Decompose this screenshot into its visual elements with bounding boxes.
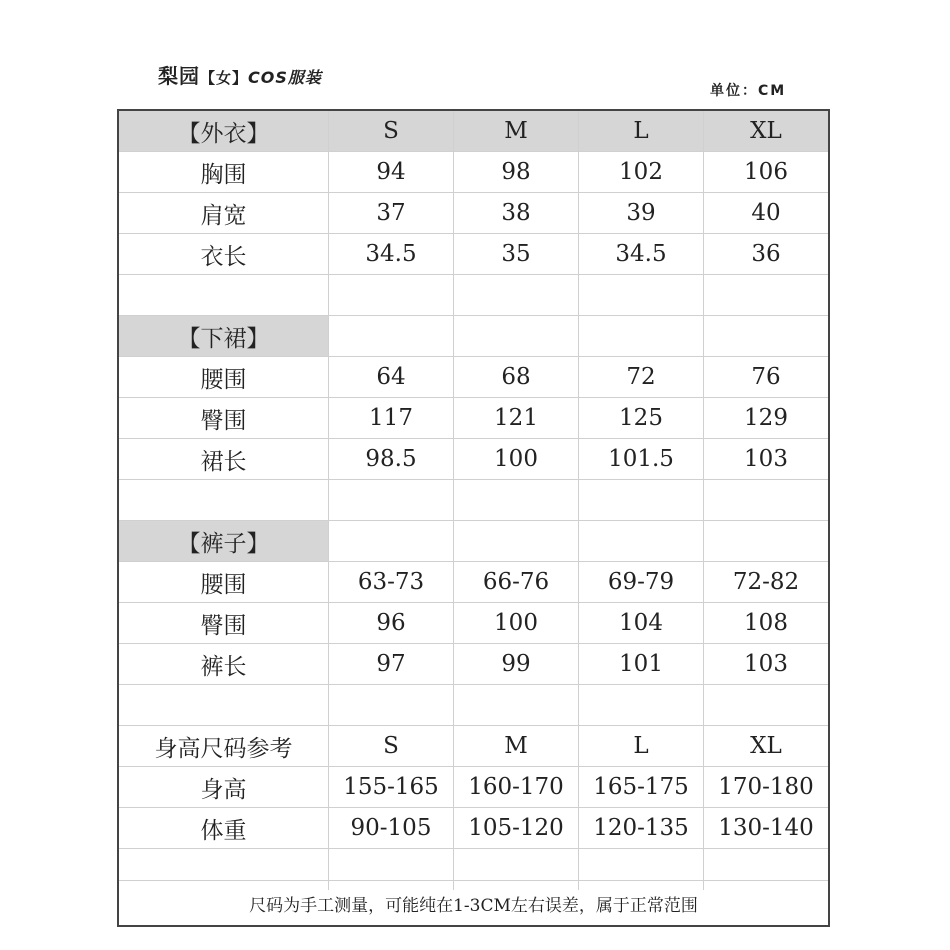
empty-cell <box>453 685 578 725</box>
empty-cell <box>119 480 328 520</box>
size-header <box>328 521 453 561</box>
spacer-row <box>119 275 828 316</box>
section-title: 【裤子】 <box>119 521 328 561</box>
table-row <box>119 808 828 849</box>
table-cell: 165-175 <box>578 767 703 807</box>
empty-cell <box>578 685 703 725</box>
table-cell: 37 <box>328 193 453 233</box>
row-label: 肩宽 <box>200 202 247 229</box>
row-label: 身高 <box>200 776 247 803</box>
table-cell: 101.5 <box>578 439 703 479</box>
empty-cell <box>578 275 703 315</box>
table-cell: 96 <box>328 603 453 643</box>
empty-cell <box>453 275 578 315</box>
table-cell: 34.5 <box>578 234 703 274</box>
table-row <box>119 234 828 275</box>
table-row <box>119 767 828 808</box>
row-label: 衣长 <box>200 243 247 270</box>
empty-cell <box>328 685 453 725</box>
table-cell: 66-76 <box>453 562 578 602</box>
height-ref-title: 身高尺码参考 <box>154 735 293 762</box>
table-cell: 117 <box>328 398 453 438</box>
table-row <box>119 398 828 439</box>
footnote: 尺码为手工测量，可能纯在1-3CM左右误差，属于正常范围 <box>119 880 828 925</box>
height-ref-header-row <box>119 726 828 767</box>
size-header <box>453 316 578 356</box>
row-label: 胸围 <box>200 161 247 188</box>
table-cell: 97 <box>328 644 453 684</box>
empty-cell <box>328 275 453 315</box>
size-header: M <box>453 111 578 151</box>
brand-name: 梨园 <box>158 64 200 88</box>
table-cell: 170-180 <box>703 767 828 807</box>
section-title: 【外衣】 <box>119 111 328 151</box>
size-chart <box>117 109 830 927</box>
table-cell: 63-73 <box>328 562 453 602</box>
empty-cell <box>119 685 328 725</box>
table-cell: 34.5 <box>328 234 453 274</box>
size-header <box>578 316 703 356</box>
brand-tag: 【女】 <box>200 69 249 87</box>
table-cell: 69-79 <box>578 562 703 602</box>
table-row <box>119 562 828 603</box>
table-cell: 125 <box>578 398 703 438</box>
table-row <box>119 439 828 480</box>
size-header: XL <box>703 111 828 151</box>
empty-cell <box>119 275 328 315</box>
section-header-row <box>119 111 828 152</box>
brand-title <box>158 60 322 89</box>
row-label: 腰围 <box>200 571 247 598</box>
table-cell: 101 <box>578 644 703 684</box>
empty-cell <box>703 480 828 520</box>
table-cell: 121 <box>453 398 578 438</box>
table-cell: 98.5 <box>328 439 453 479</box>
table-cell: 64 <box>328 357 453 397</box>
table-cell: 130-140 <box>703 808 828 848</box>
size-header <box>578 521 703 561</box>
unit-label: 单位：CM <box>710 83 787 99</box>
table-cell: 94 <box>328 152 453 192</box>
empty-cell <box>453 480 578 520</box>
table-cell: 100 <box>453 603 578 643</box>
row-label: 臀围 <box>200 407 247 434</box>
row-label: 臀围 <box>200 612 247 639</box>
row-label: 腰围 <box>200 366 247 393</box>
table-row <box>119 152 828 193</box>
size-table <box>119 111 828 890</box>
size-header: L <box>578 111 703 151</box>
table-cell: 155-165 <box>328 767 453 807</box>
table-cell: 90-105 <box>328 808 453 848</box>
empty-cell <box>703 685 828 725</box>
table-cell: 38 <box>453 193 578 233</box>
row-label: 裙长 <box>200 448 247 475</box>
size-header <box>328 316 453 356</box>
table-cell: 102 <box>578 152 703 192</box>
size-header: M <box>453 726 578 766</box>
row-label: 裤长 <box>200 653 247 680</box>
size-header <box>453 521 578 561</box>
table-cell: 106 <box>703 152 828 192</box>
table-cell: 36 <box>703 234 828 274</box>
size-header: S <box>328 111 453 151</box>
table-cell: 103 <box>703 439 828 479</box>
size-header: L <box>578 726 703 766</box>
table-cell: 68 <box>453 357 578 397</box>
empty-cell <box>578 480 703 520</box>
section-header-row <box>119 316 828 357</box>
table-cell: 104 <box>578 603 703 643</box>
spacer-row <box>119 685 828 726</box>
table-row <box>119 357 828 398</box>
empty-cell <box>703 275 828 315</box>
table-cell: 129 <box>703 398 828 438</box>
table-row <box>119 644 828 685</box>
table-cell: 120-135 <box>578 808 703 848</box>
size-header <box>703 316 828 356</box>
table-row <box>119 603 828 644</box>
table-cell: 72 <box>578 357 703 397</box>
brand-subtitle: COS服装 <box>248 68 322 87</box>
table-cell: 35 <box>453 234 578 274</box>
empty-cell <box>328 480 453 520</box>
table-cell: 105-120 <box>453 808 578 848</box>
table-cell: 103 <box>703 644 828 684</box>
table-cell: 99 <box>453 644 578 684</box>
section-header-row <box>119 521 828 562</box>
table-cell: 160-170 <box>453 767 578 807</box>
table-cell: 72-82 <box>703 562 828 602</box>
table-cell: 40 <box>703 193 828 233</box>
table-cell: 39 <box>578 193 703 233</box>
spacer-row <box>119 480 828 521</box>
table-cell: 108 <box>703 603 828 643</box>
section-title: 【下裙】 <box>119 316 328 356</box>
size-header: S <box>328 726 453 766</box>
table-cell: 76 <box>703 357 828 397</box>
size-header <box>703 521 828 561</box>
table-row <box>119 193 828 234</box>
size-header: XL <box>703 726 828 766</box>
table-cell: 100 <box>453 439 578 479</box>
row-label: 体重 <box>200 817 247 844</box>
table-cell: 98 <box>453 152 578 192</box>
